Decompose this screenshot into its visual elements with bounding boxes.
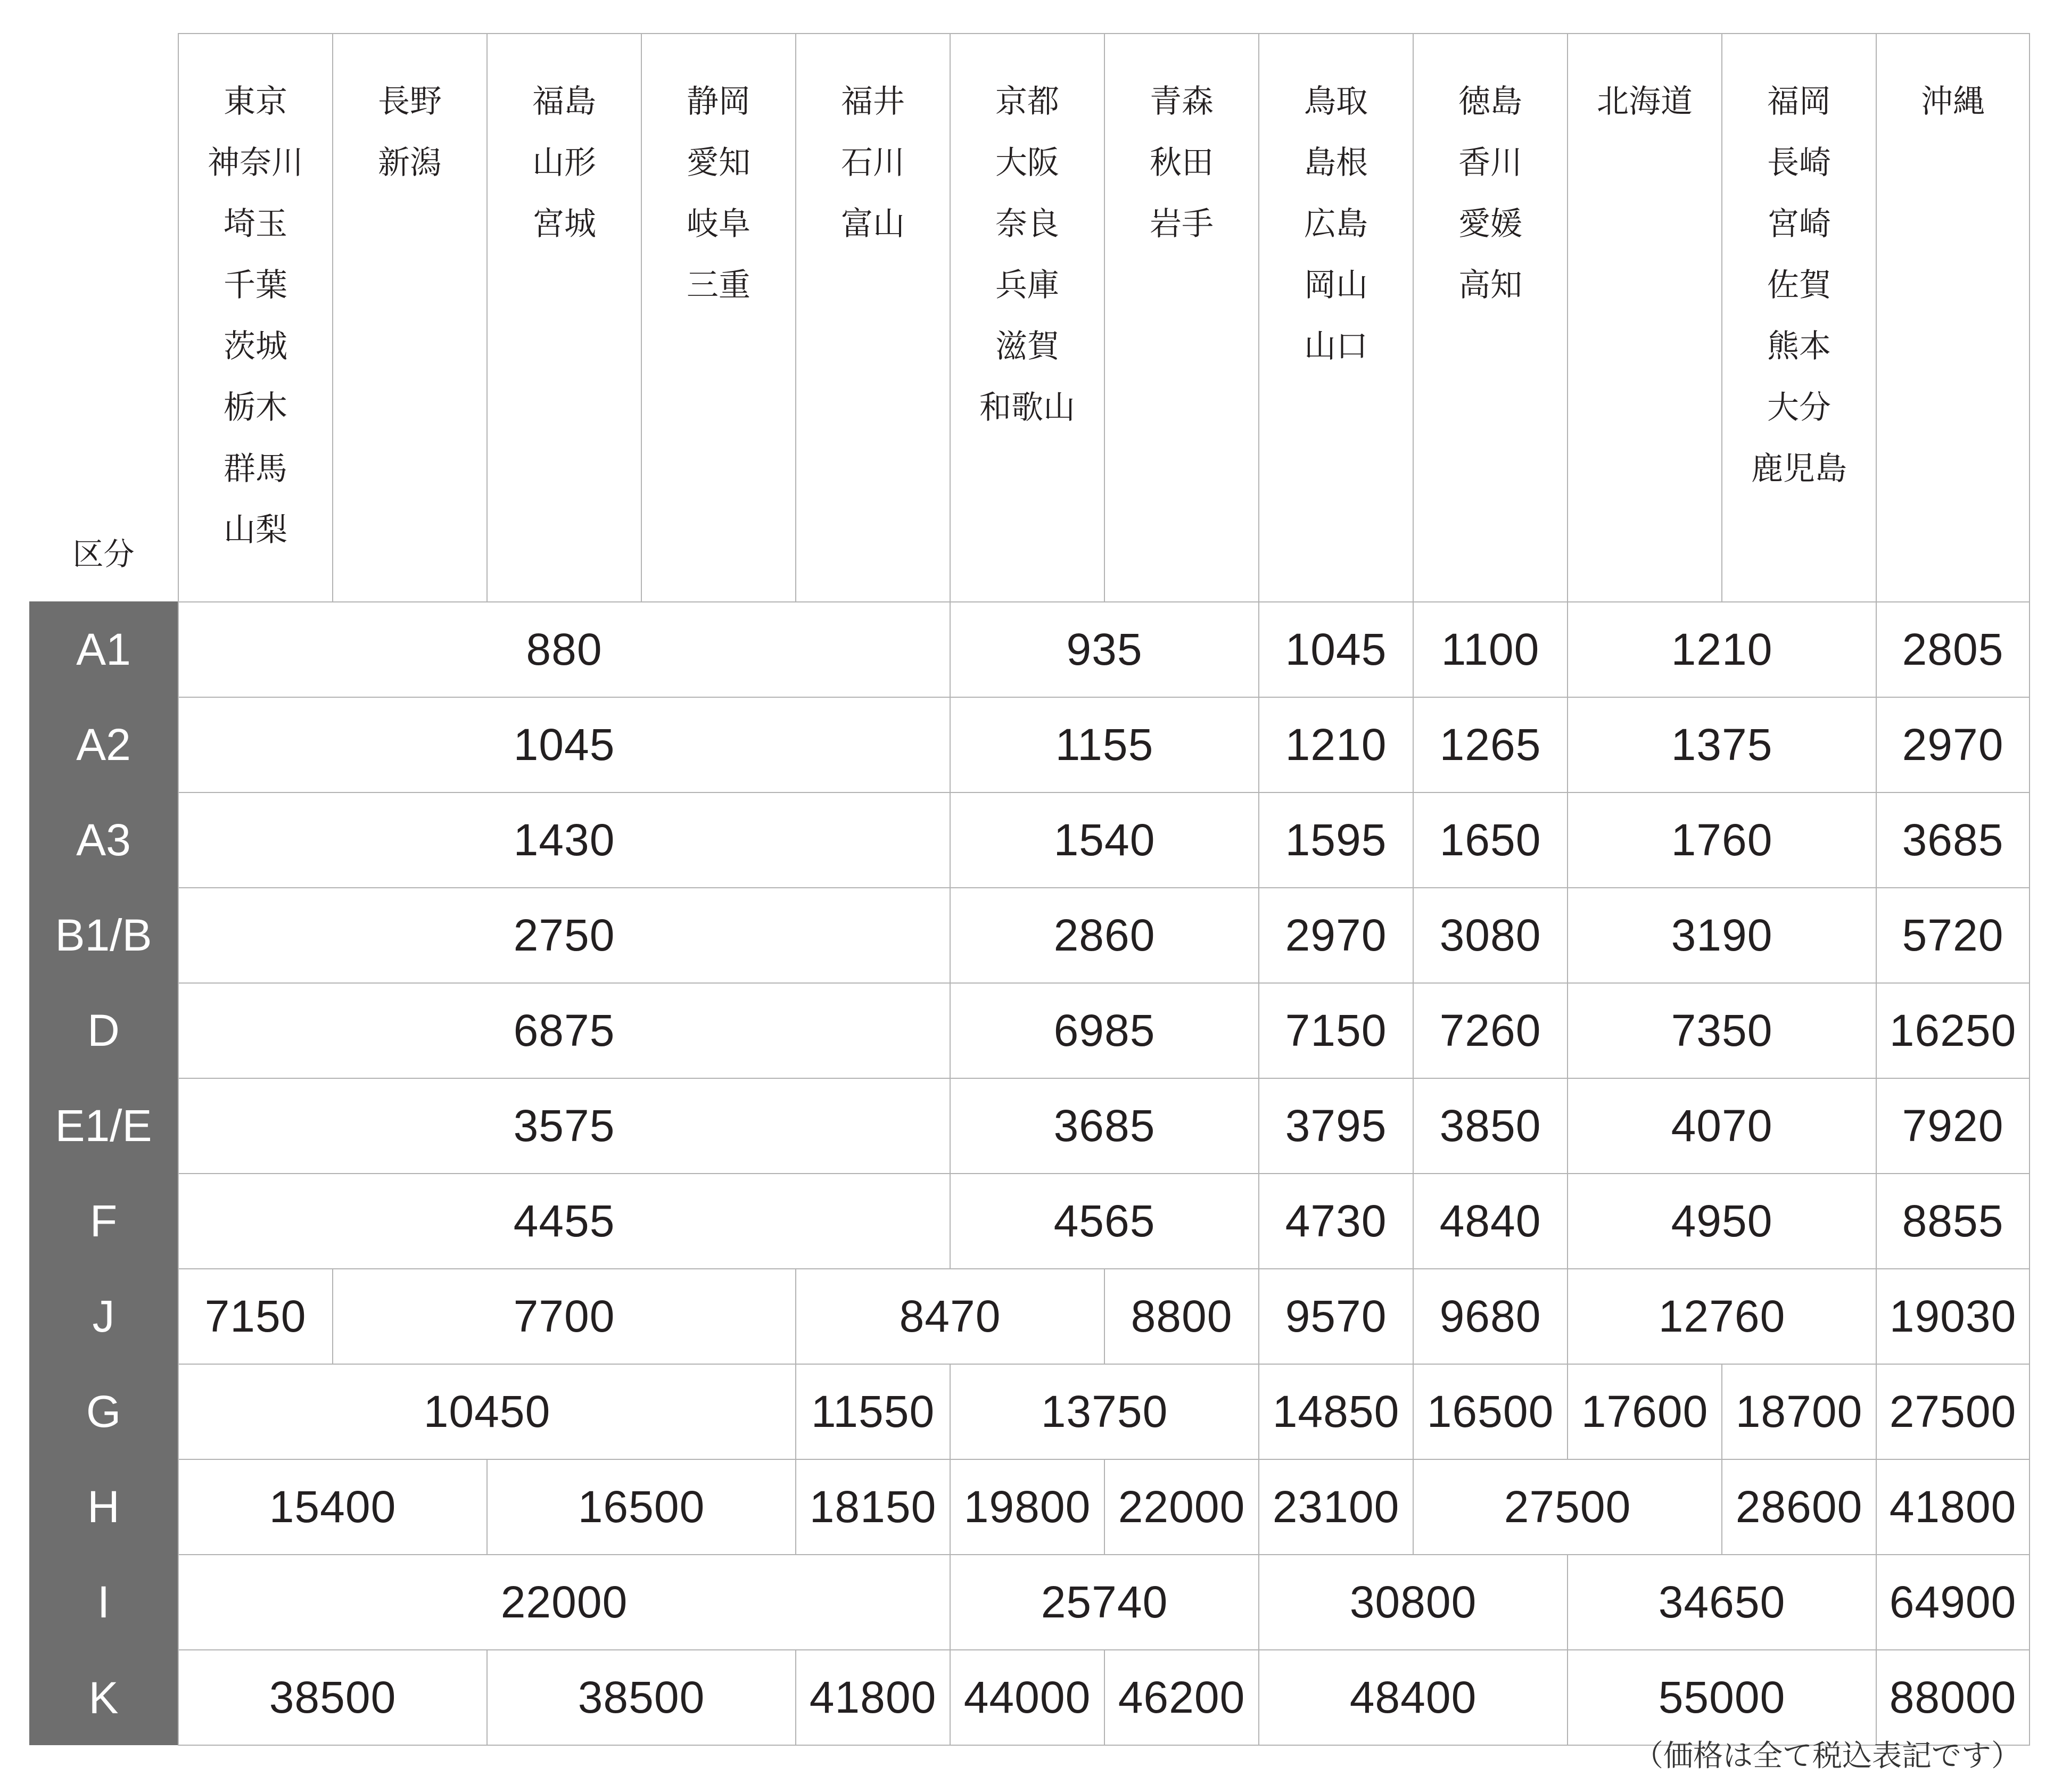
rate-row [29, 1555, 2030, 1650]
rate-cell: 1210 [1259, 697, 1413, 792]
prefecture-name: 香川 [1458, 144, 1522, 181]
rate-row [29, 1364, 2030, 1459]
size-category-label: K [29, 1650, 178, 1745]
rate-cell: 4070 [1568, 1078, 1876, 1174]
rate-cell: 1595 [1259, 792, 1413, 888]
prefecture-name: 東京 [224, 83, 287, 120]
region-header-row [29, 34, 2030, 602]
size-category-label: J [29, 1269, 178, 1364]
prefecture-name: 千葉 [224, 267, 287, 304]
region-header-12 [1876, 34, 2030, 602]
rate-cell: 22000 [1104, 1459, 1259, 1555]
prefecture-name: 長崎 [1767, 144, 1831, 181]
rate-cell: 14850 [1259, 1364, 1413, 1459]
region-header-6 [950, 34, 1104, 602]
prefecture-name: 大分 [1767, 389, 1831, 426]
size-category-label: A1 [29, 602, 178, 697]
prefecture-name: 秋田 [1150, 144, 1214, 181]
rate-cell: 8470 [796, 1269, 1104, 1364]
region-header-5 [796, 34, 950, 602]
size-category-label: F [29, 1174, 178, 1269]
rate-cell: 38500 [178, 1650, 487, 1745]
rate-cell: 44000 [950, 1650, 1104, 1745]
rate-cell: 1760 [1568, 792, 1876, 888]
size-category-label: H [29, 1459, 178, 1555]
size-category-label: B1/B [29, 888, 178, 983]
prefecture-name: 島根 [1304, 144, 1368, 181]
prefecture-name: 鳥取 [1304, 83, 1368, 120]
rate-cell: 935 [950, 602, 1259, 697]
rate-cell: 880 [178, 602, 950, 697]
rate-cell: 25740 [950, 1555, 1259, 1650]
rate-cell: 2805 [1876, 602, 2030, 697]
prefecture-name: 徳島 [1458, 83, 1522, 120]
rate-cell: 64900 [1876, 1555, 2030, 1650]
prefecture-name: 宮崎 [1767, 205, 1831, 243]
prefecture-name: 岡山 [1304, 267, 1368, 304]
prefecture-name: 埼玉 [224, 205, 287, 243]
rate-cell: 1210 [1568, 602, 1876, 697]
rate-row [29, 1174, 2030, 1269]
prefecture-name: 大阪 [995, 144, 1059, 181]
rate-cell: 3080 [1413, 888, 1568, 983]
rate-cell: 46200 [1104, 1650, 1259, 1745]
rate-cell: 2970 [1876, 697, 2030, 792]
prefecture-name: 佐賀 [1767, 267, 1831, 304]
prefecture-name: 熊本 [1767, 328, 1831, 365]
rate-cell: 27500 [1413, 1459, 1722, 1555]
rate-row [29, 697, 2030, 792]
size-category-label: D [29, 983, 178, 1078]
rate-cell: 7150 [178, 1269, 333, 1364]
prefecture-name: 長野 [378, 83, 442, 120]
region-header-10 [1568, 34, 1722, 602]
rate-cell: 7150 [1259, 983, 1413, 1078]
rate-cell: 4455 [178, 1174, 950, 1269]
rate-cell: 7700 [333, 1269, 796, 1364]
rate-row [29, 1078, 2030, 1174]
rate-cell: 18700 [1722, 1364, 1876, 1459]
rate-cell: 1155 [950, 697, 1259, 792]
rate-cell: 3190 [1568, 888, 1876, 983]
rate-cell: 1045 [1259, 602, 1413, 697]
rate-cell: 19800 [950, 1459, 1104, 1555]
prefecture-name: 奈良 [995, 205, 1059, 243]
rate-cell: 2860 [950, 888, 1259, 983]
rate-cell: 4565 [950, 1174, 1259, 1269]
rate-cell: 48400 [1259, 1650, 1568, 1745]
region-header-2 [333, 34, 487, 602]
rate-cell: 7350 [1568, 983, 1876, 1078]
rate-cell: 5720 [1876, 888, 2030, 983]
prefecture-name: 兵庫 [995, 267, 1059, 304]
prefecture-name: 高知 [1458, 267, 1522, 304]
rate-row [29, 983, 2030, 1078]
rate-cell: 34650 [1568, 1555, 1876, 1650]
region-header-11 [1722, 34, 1876, 602]
rate-cell: 4840 [1413, 1174, 1568, 1269]
rate-cell: 17600 [1568, 1364, 1722, 1459]
rate-row [29, 1269, 2030, 1364]
prefecture-name: 北海道 [1597, 83, 1693, 120]
rate-cell: 30800 [1259, 1555, 1568, 1650]
rate-cell: 8800 [1104, 1269, 1259, 1364]
size-category-label: G [29, 1364, 178, 1459]
size-category-label: A2 [29, 697, 178, 792]
size-category-label: I [29, 1555, 178, 1650]
rate-cell: 3795 [1259, 1078, 1413, 1174]
rate-cell: 16250 [1876, 983, 2030, 1078]
rate-cell: 1540 [950, 792, 1259, 888]
rate-cell: 9680 [1413, 1269, 1568, 1364]
prefecture-name: 滋賀 [995, 328, 1059, 365]
category-header: 区分 [72, 536, 135, 572]
rate-cell: 1375 [1568, 697, 1876, 792]
rate-row [29, 792, 2030, 888]
rate-cell: 38500 [487, 1650, 796, 1745]
prefecture-name: 静岡 [687, 83, 750, 120]
rate-cell: 3850 [1413, 1078, 1568, 1174]
rate-cell: 16500 [1413, 1364, 1568, 1459]
rate-cell: 41800 [1876, 1459, 2030, 1555]
prefecture-name: 和歌山 [979, 389, 1075, 426]
rate-cell: 4730 [1259, 1174, 1413, 1269]
rate-cell: 1100 [1413, 602, 1568, 697]
rate-row [29, 602, 2030, 697]
rate-cell: 28600 [1722, 1459, 1876, 1555]
rate-cell: 3575 [178, 1078, 950, 1174]
prefecture-name: 沖縄 [1921, 83, 1985, 120]
prefecture-name: 山口 [1304, 328, 1368, 365]
rate-cell: 55000 [1568, 1650, 1876, 1745]
prefecture-name: 宮城 [532, 205, 596, 243]
rate-cell: 12760 [1568, 1269, 1876, 1364]
region-header-1 [178, 34, 333, 602]
rate-row [29, 888, 2030, 983]
prefecture-name: 山形 [532, 144, 596, 181]
rate-cell: 1430 [178, 792, 950, 888]
prefecture-name: 岐阜 [687, 205, 750, 243]
rate-cell: 15400 [178, 1459, 487, 1555]
prefecture-name: 富山 [841, 205, 905, 243]
size-category-label: E1/E [29, 1078, 178, 1174]
prefecture-name: 福井 [841, 83, 905, 120]
prefecture-name: 茨城 [224, 328, 287, 365]
prefecture-name: 神奈川 [208, 144, 303, 181]
rate-cell: 1045 [178, 697, 950, 792]
prefecture-name: 福島 [532, 83, 596, 120]
prefecture-name: 新潟 [378, 144, 442, 181]
rate-cell: 6985 [950, 983, 1259, 1078]
rate-cell: 7260 [1413, 983, 1568, 1078]
region-header-7 [1104, 34, 1259, 602]
prefecture-name: 三重 [687, 267, 750, 304]
tax-note: （価格は全て税込表記です） [1634, 1739, 2021, 1773]
rate-cell: 1650 [1413, 792, 1568, 888]
region-header-8 [1259, 34, 1413, 602]
rate-row [29, 1650, 2030, 1745]
rate-cell: 19030 [1876, 1269, 2030, 1364]
prefecture-name: 石川 [841, 144, 905, 181]
rate-cell: 27500 [1876, 1364, 2030, 1459]
rate-cell: 2970 [1259, 888, 1413, 983]
prefecture-name: 福岡 [1767, 83, 1831, 120]
rate-cell: 2750 [178, 888, 950, 983]
prefecture-name: 栃木 [224, 389, 287, 426]
rate-cell: 23100 [1259, 1459, 1413, 1555]
prefecture-name: 岩手 [1150, 205, 1214, 243]
rate-cell: 3685 [1876, 792, 2030, 888]
shipping-rate-table [29, 33, 2030, 1746]
prefecture-name: 愛媛 [1458, 205, 1522, 243]
rate-cell: 18150 [796, 1459, 950, 1555]
rate-cell: 8855 [1876, 1174, 2030, 1269]
prefecture-name: 山梨 [224, 511, 287, 549]
rate-cell: 6875 [178, 983, 950, 1078]
rate-cell: 1265 [1413, 697, 1568, 792]
rate-row [29, 1459, 2030, 1555]
rate-cell: 16500 [487, 1459, 796, 1555]
size-category-label: A3 [29, 792, 178, 888]
rate-cell: 7920 [1876, 1078, 2030, 1174]
rate-cell: 41800 [796, 1650, 950, 1745]
prefecture-name: 愛知 [687, 144, 750, 181]
rate-cell: 9570 [1259, 1269, 1413, 1364]
prefecture-name: 鹿児島 [1751, 450, 1847, 488]
prefecture-name: 青森 [1150, 83, 1214, 120]
rate-cell: 10450 [178, 1364, 796, 1459]
rate-cell: 11550 [796, 1364, 950, 1459]
prefecture-name: 群馬 [224, 450, 287, 488]
region-header-4 [641, 34, 796, 602]
prefecture-name: 広島 [1304, 205, 1368, 243]
region-header-3 [487, 34, 641, 602]
rate-cell: 3685 [950, 1078, 1259, 1174]
rate-cell: 22000 [178, 1555, 950, 1650]
table-body [29, 34, 2030, 1745]
rate-cell: 4950 [1568, 1174, 1876, 1269]
rate-cell: 13750 [950, 1364, 1259, 1459]
rate-cell: 88000 [1876, 1650, 2030, 1745]
region-header-9 [1413, 34, 1568, 602]
prefecture-name: 京都 [995, 83, 1059, 120]
